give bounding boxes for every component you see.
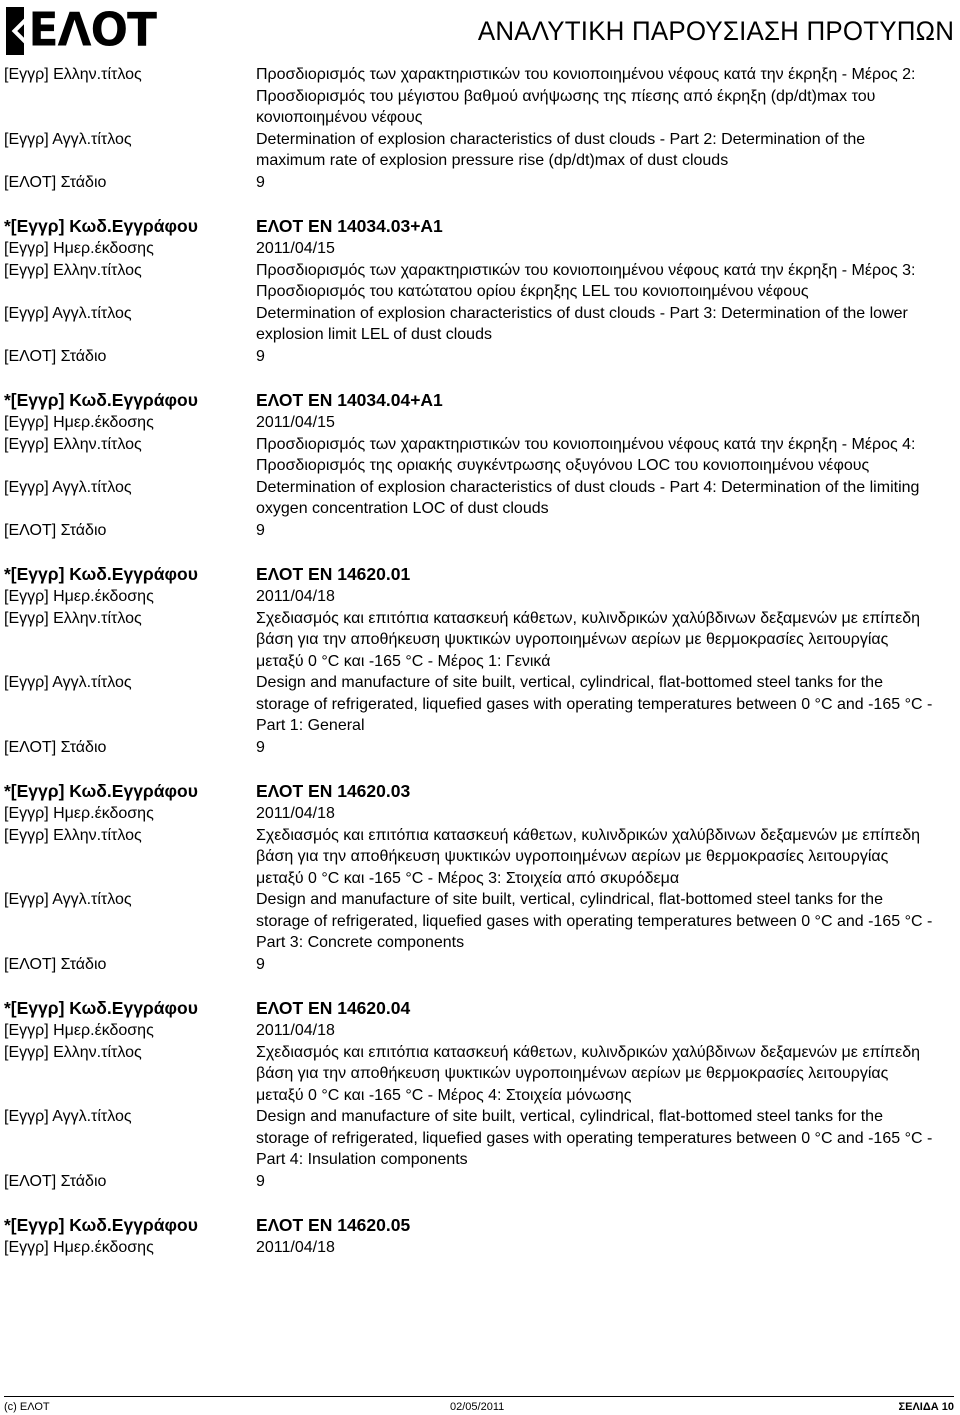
date-row	[4, 586, 956, 608]
standards-list	[4, 64, 956, 1280]
code-label: *[Εγγρ] Κωδ.Εγγράφου	[4, 998, 198, 1018]
code-row	[4, 779, 956, 803]
standard-record	[4, 388, 956, 541]
code-label: *[Εγγρ] Κωδ.Εγγράφου	[4, 1215, 198, 1235]
page-header	[0, 0, 960, 62]
en-title-label: [Εγγρ] Αγγλ.τίτλος	[4, 674, 132, 691]
en-title-label: [Εγγρ] Αγγλ.τίτλος	[4, 1108, 132, 1125]
stage-label: [ΕΛΟΤ] Στάδιο	[4, 521, 107, 539]
en-title-label: [Εγγρ] Αγγλ.τίτλος	[4, 478, 132, 496]
en-title-label: [Εγγρ] Αγγλ.τίτλος	[4, 130, 132, 148]
date-value: 2011/04/18	[256, 805, 335, 822]
date-label: [Εγγρ] Ημερ.έκδοσης	[4, 1239, 154, 1256]
date-value: 2011/04/18	[256, 588, 335, 605]
date-value: 2011/04/18	[256, 1022, 335, 1039]
standard-record	[4, 779, 956, 975]
el-title-row	[4, 825, 956, 890]
el-title-row	[4, 608, 956, 673]
code-value: ΕΛΟΤ EN 14034.04+A1	[256, 390, 443, 410]
date-row	[4, 238, 956, 260]
stage-row	[4, 1171, 956, 1193]
code-row	[4, 562, 956, 586]
el-title-label: [Εγγρ] Ελλην.τίτλος	[4, 435, 142, 453]
date-label: [Εγγρ] Ημερ.έκδοσης	[4, 414, 154, 431]
page-footer	[4, 1396, 954, 1415]
stage-value: 9	[256, 955, 265, 973]
stage-label: [ΕΛΟΤ] Στάδιο	[4, 1172, 107, 1190]
code-label: *[Εγγρ] Κωδ.Εγγράφου	[4, 781, 198, 801]
elot-logo	[6, 3, 156, 58]
stage-label: [ΕΛΟΤ] Στάδιο	[4, 955, 107, 973]
code-row	[4, 1213, 956, 1237]
footer-page-number: ΣΕΛΙΔΑ 10	[898, 1401, 954, 1413]
code-label: *[Εγγρ] Κωδ.Εγγράφου	[4, 564, 198, 584]
el-title-row	[4, 1042, 956, 1107]
el-title-value: Σχεδιασμός και επιτόπια κατασκευή κάθετων, κυλινδρικών χαλύβδινων δεξαμενών με επίπεδη βάση για την αποθήκευση ψυκτικών υγροποιημένων αερίων με θερμοκρασίες λειτουργίας μεταξύ 0 °C και -165 °C - Μέρος 4: Στοιχεία μόνωσης	[256, 1043, 921, 1104]
stage-value: 9	[256, 738, 265, 756]
en-title-row	[4, 889, 956, 954]
code-label: *[Εγγρ] Κωδ.Εγγράφου	[4, 216, 198, 236]
en-title-value: Design and manufacture of site built, vertical, cylindrical, flat-bottomed steel tanks for the storage of refrigerated, liquefied gases with operating temperatures between 0 °C and -165 °C - Part 1: General	[256, 674, 933, 734]
stage-row	[4, 346, 956, 368]
logo-text: ΕΛΟΤ	[28, 3, 156, 58]
date-label: [Εγγρ] Ημερ.έκδοσης	[4, 588, 154, 605]
el-title-value: Προσδιορισμός των χαρακτηριστικών του κονιοποιημένου νέφους κατά την έκρηξη - Μέρος 3: Προσδιορισμός του κατώτατου ορίου έκρηξης LEL του κονιοποιημένου νέφους	[256, 261, 916, 300]
standard-record	[4, 996, 956, 1192]
stage-value: 9	[256, 521, 265, 539]
stage-label: [ΕΛΟΤ] Στάδιο	[4, 738, 107, 756]
date-value: 2011/04/15	[256, 414, 335, 431]
el-title-value: Προσδιορισμός των χαρακτηριστικών του κονιοποιημένου νέφους κατά την έκρηξη - Μέρος 2: Προσδιορισμός του μέγιστου βαθμού ανήψωσης της πίεσης από έκρηξη (dp/dt)max του κονιοποιημένου νέφους	[256, 66, 916, 126]
standard-record	[4, 214, 956, 367]
code-row	[4, 996, 956, 1020]
date-label: [Εγγρ] Ημερ.έκδοσης	[4, 240, 154, 257]
footer-copyright: (c) ΕΛΟΤ	[4, 1401, 50, 1413]
standard-record-partial-top	[4, 64, 956, 193]
el-title-row	[4, 64, 956, 129]
stage-row	[4, 737, 956, 759]
code-row	[4, 388, 956, 412]
el-title-value: Σχεδιασμός και επιτόπια κατασκευή κάθετων, κυλινδρικών χαλύβδινων δεξαμενών με επίπεδη βάση για την αποθήκευση ψυκτικών υγροποιημένων αερίων με θερμοκρασίες λειτουργίας μεταξύ 0 °C και -165 °C - Μέρος 3: Στοιχεία από σκυρόδεμα	[256, 826, 921, 887]
en-title-value: Determination of explosion characteristics of dust clouds - Part 3: Determination of the lower explosion limit LEL of dust clouds	[256, 304, 908, 343]
page-title: ΑΝΑΛΥΤΙΚΗ ΠΑΡΟΥΣΙΑΣΗ ΠΡΟΤΥΠΩΝ	[477, 16, 954, 46]
stage-label: [ΕΛΟΤ] Στάδιο	[4, 347, 107, 365]
en-title-label: [Εγγρ] Αγγλ.τίτλος	[4, 304, 132, 322]
code-value: ΕΛΟΤ EN 14620.04	[256, 998, 411, 1018]
date-label: [Εγγρ] Ημερ.έκδοσης	[4, 805, 154, 822]
el-title-row	[4, 260, 956, 303]
date-row	[4, 1237, 956, 1259]
code-value: ΕΛΟΤ EN 14620.03	[256, 781, 411, 801]
el-title-label: [Εγγρ] Ελλην.τίτλος	[4, 66, 142, 83]
code-row	[4, 214, 956, 238]
en-title-value: Determination of explosion characteristics of dust clouds - Part 4: Determination of the limiting oxygen concentration LOC of dust clouds	[256, 478, 920, 517]
stage-value: 9	[256, 347, 265, 365]
en-title-row	[4, 672, 956, 737]
footer-date: 02/05/2011	[450, 1401, 505, 1413]
date-row	[4, 1020, 956, 1042]
elot-emblem-icon	[6, 7, 24, 55]
stage-row	[4, 172, 956, 194]
en-title-row	[4, 477, 956, 520]
el-title-label: [Εγγρ] Ελλην.τίτλος	[4, 1043, 142, 1061]
stage-value: 9	[256, 1172, 265, 1190]
en-title-value: Design and manufacture of site built, vertical, cylindrical, flat-bottomed steel tanks for the storage of refrigerated, liquefied gases with operating temperatures between 0 °C and -165 °C - Part 3: Concrete components	[256, 891, 933, 951]
en-title-label: [Εγγρ] Αγγλ.τίτλος	[4, 891, 132, 908]
el-title-row	[4, 434, 956, 477]
stage-row	[4, 954, 956, 976]
date-label: [Εγγρ] Ημερ.έκδοσης	[4, 1022, 154, 1039]
en-title-row	[4, 1106, 956, 1171]
en-title-value: Design and manufacture of site built, vertical, cylindrical, flat-bottomed steel tanks for the storage of refrigerated, liquefied gases with operating temperatures between 0 °C and -165 °C - Part 4: Insulation components	[256, 1108, 933, 1168]
standard-record-partial-bottom	[4, 1213, 956, 1259]
stage-label: [ΕΛΟΤ] Στάδιο	[4, 173, 107, 191]
code-label: *[Εγγρ] Κωδ.Εγγράφου	[4, 390, 198, 410]
el-title-value: Σχεδιασμός και επιτόπια κατασκευή κάθετων, κυλινδρικών χαλύβδινων δεξαμενών με επίπεδη βάση για την αποθήκευση ψυκτικών υγροποιημένων αερίων με θερμοκρασίες λειτουργίας μεταξύ 0 °C και -165 °C - Μέρος 1: Γενικά	[256, 609, 921, 670]
code-value: ΕΛΟΤ EN 14034.03+A1	[256, 216, 443, 236]
standard-record	[4, 562, 956, 758]
el-title-label: [Εγγρ] Ελλην.τίτλος	[4, 609, 142, 627]
stage-value: 9	[256, 173, 265, 191]
el-title-value: Προσδιορισμός των χαρακτηριστικών του κονιοποιημένου νέφους κατά την έκρηξη - Μέρος 4: Προσδιορισμός της οριακής συγκέντρωσης οξυγόνου LOC του κονιοποιημένου νέφους	[256, 435, 916, 474]
date-value: 2011/04/15	[256, 240, 335, 257]
el-title-label: [Εγγρ] Ελλην.τίτλος	[4, 826, 142, 844]
stage-row	[4, 520, 956, 542]
en-title-row	[4, 303, 956, 346]
date-value: 2011/04/18	[256, 1239, 335, 1256]
date-row	[4, 412, 956, 434]
el-title-label: [Εγγρ] Ελλην.τίτλος	[4, 261, 142, 279]
date-row	[4, 803, 956, 825]
code-value: ΕΛΟΤ EN 14620.05	[256, 1215, 411, 1235]
en-title-row	[4, 129, 956, 172]
en-title-value: Determination of explosion characteristics of dust clouds - Part 2: Determination of the maximum rate of explosion pressure rise (dp/dt)max of dust clouds	[256, 130, 866, 169]
code-value: ΕΛΟΤ EN 14620.01	[256, 564, 411, 584]
